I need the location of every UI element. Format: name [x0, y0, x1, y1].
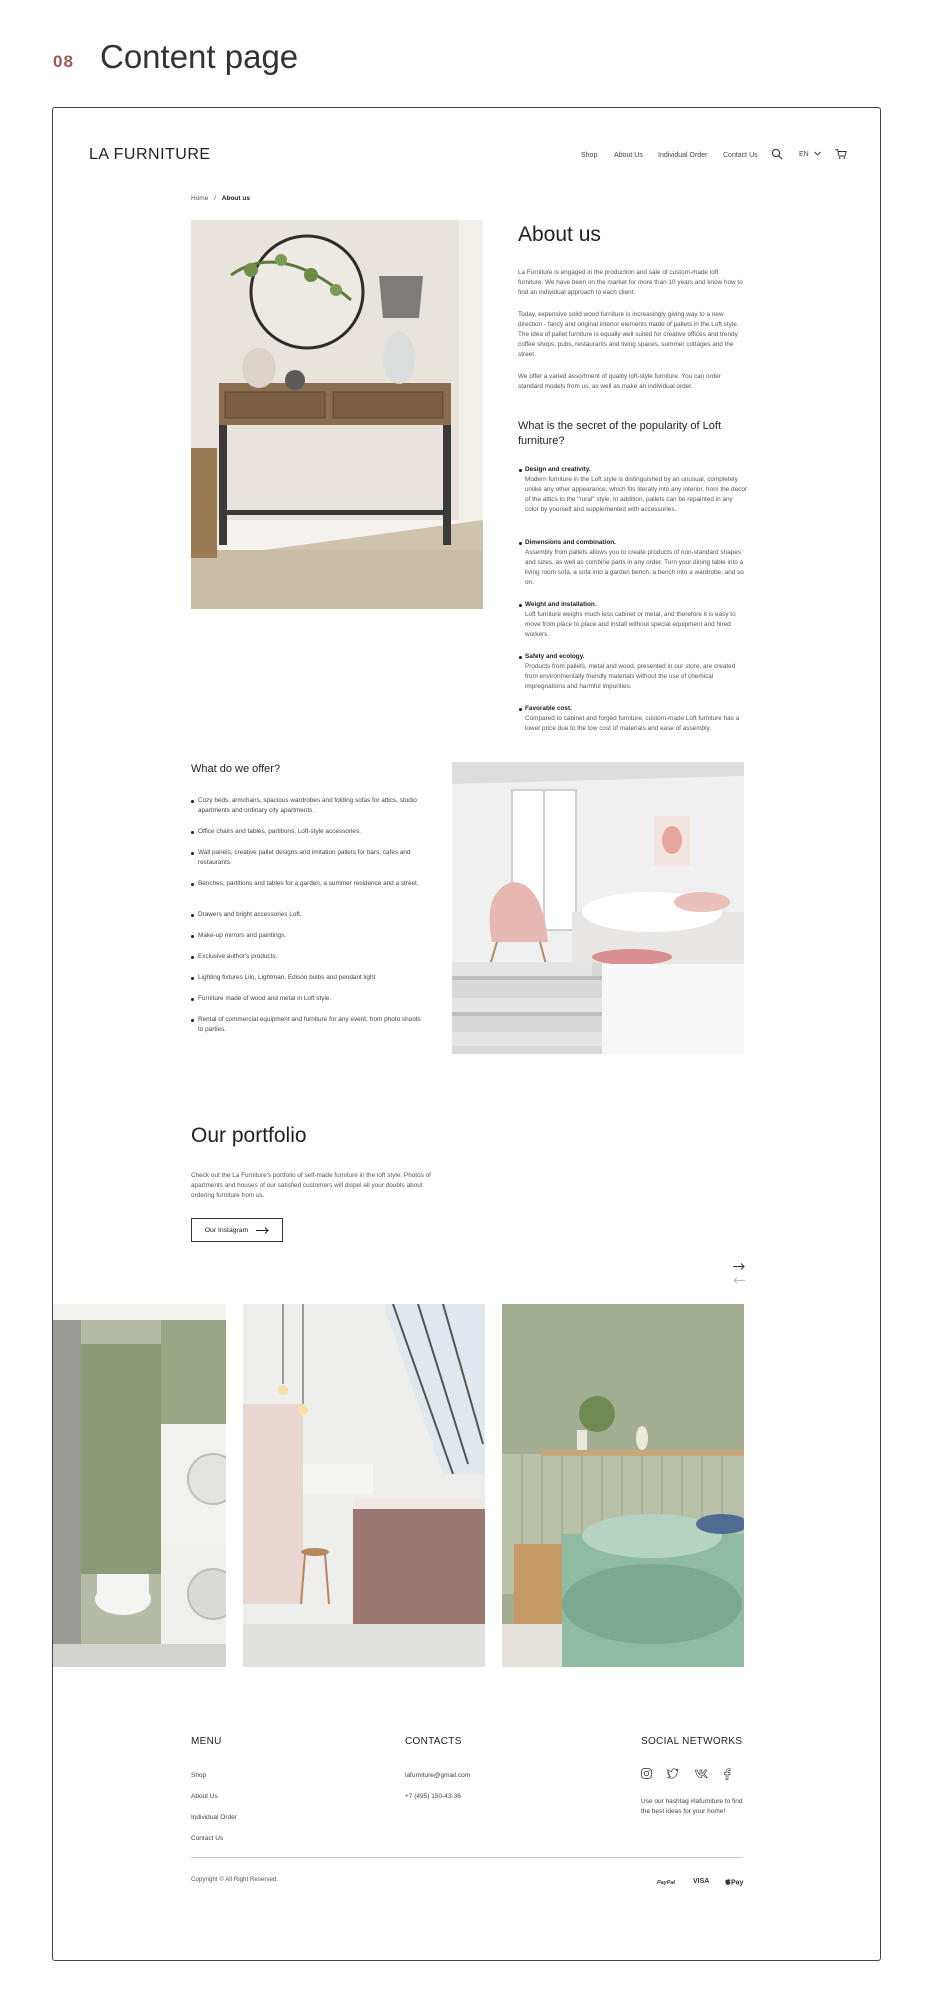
about-paragraph-2: Today, expensive solid wood furniture is increasingly giving way to a new direction - fancy and original interior elements made of pallets in the Loft style. The idea of pallet furniture is equally well suited for creative offices and trendy coffee shops, pubs, restaurants and living spaces, summer cottages and the street. [518, 311, 739, 358]
secret-title-4: Safety and ecology. [525, 653, 585, 660]
instagram-button[interactable]: Our Instagram [191, 1218, 283, 1242]
about-title: About us [518, 223, 601, 246]
footer-menu-title: MENU [191, 1736, 222, 1747]
secret-title-2: Dimensions and combination. [525, 539, 616, 546]
search-icon[interactable] [771, 148, 783, 160]
page-number: 08 [53, 52, 74, 71]
list-item: Exclusive author's products. [191, 952, 423, 962]
secret-title-1: Design and creativity. [525, 466, 591, 473]
arrow-next-icon[interactable] [733, 1263, 745, 1270]
list-item: Lighting fixtures Lilo, Lightman, Edison bulbs and pendant light [191, 973, 423, 983]
copyright: Copyright © All Right Reserved. [191, 1876, 279, 1883]
about-paragraph-3: We offer a varied assortment of quality loft-style furniture. You can order standard models from us, as well as make an individual order. [518, 373, 721, 390]
language-selector[interactable] [799, 151, 821, 158]
secret-text-3: Loft furniture weighs much less cabinet or metal, and therefore it is easy to move from place to place and install without special equipment and hired workers. [525, 611, 736, 638]
list-item: Cozy beds, armchairs, spacious wardrobes and folding sofas for attics, studio apartments and ordinary city apartments. [191, 796, 423, 816]
site-logo[interactable]: LA FURNITURE [89, 146, 211, 163]
list-item: Wall panels, creative pallet designs and imitation pallets for bars, cafes and restaurants. [191, 848, 423, 868]
green-bedroom-image [502, 1304, 744, 1667]
bedroom-image [452, 762, 744, 1054]
nav-shop[interactable]: Shop [581, 152, 598, 159]
arrow-right-icon [256, 1227, 269, 1234]
bullet-dot [519, 469, 522, 472]
list-item: Furniture made of wood and metal in Loft style. [191, 994, 423, 1004]
arrow-prev-icon[interactable] [733, 1277, 745, 1284]
secret-text-5: Compared to cabinet and forged furniture, custom-made Loft furniture has a lower price due to the low cost of materials and ease of assembly. [525, 715, 740, 732]
secret-text-2: Assembly from pallets allows you to create products of non-standard shapes and sizes, as well as combine parts in any order. Turn your dining table into a living room sofa, a sofa into a garden bench, a bench into a wardrobe, and so on. [525, 549, 744, 586]
instagram-icon[interactable] [641, 1768, 652, 1779]
bullet-dot [519, 542, 522, 545]
apple-pay-icon: Pay [725, 1878, 743, 1887]
nav-contact[interactable]: Contact Us [723, 152, 758, 159]
portfolio-text: Check out the La Furniture's portfolio of self-made furniture in the loft style. Photos of apartments and houses of our satisfied customers will dispel all your doubts about ordering furniture from us. [191, 1172, 431, 1199]
footer-social-text: Use our hashtag #lafurniture to find the best ideas for your home! [641, 1798, 743, 1815]
breadcrumb-home[interactable]: Home [191, 195, 209, 202]
list-item: Rental of commercial equipment and furniture for any event, from photo shoots to parties. [191, 1015, 423, 1035]
secret-title: What is the secret of the popularity of Loft furniture? [518, 420, 721, 447]
secret-text-1: Modern furniture in the Loft style is distinguished by an unusual, completely unlike any other appearance, which fits literally into any interior, from the decor of the attics to the "rural" style. In addition, pallets can be repainted in any color by yourself and supplemented with accessories. [525, 476, 748, 513]
footer-link-about[interactable]: About Us [191, 1793, 218, 1800]
paypal-icon: PayPal [657, 1880, 676, 1886]
list-item: Office chairs and tables, partitions, Loft-style accessories. [191, 827, 423, 837]
facebook-icon[interactable] [723, 1768, 731, 1780]
footer-link-contact[interactable]: Contact Us [191, 1835, 224, 1842]
breadcrumb-current: About us [221, 195, 250, 202]
footer-divider [191, 1857, 743, 1858]
breadcrumb: Home / About us [191, 195, 250, 202]
footer-contacts-title: CONTACTS [405, 1736, 462, 1747]
console-table-image [191, 220, 483, 609]
visa-icon: VISA [693, 1878, 710, 1885]
twitter-icon[interactable] [667, 1768, 679, 1779]
bullet-dot [519, 656, 522, 659]
footer-social-title: SOCIAL NETWORKS [641, 1736, 743, 1747]
chevron-down-icon [814, 151, 821, 156]
list-item: Drawers and bright accessories Loft. [191, 910, 423, 920]
language-label: EN [799, 151, 809, 158]
offer-title: What do we offer? [191, 763, 281, 775]
page-label: Content page [100, 38, 299, 75]
secret-title-5: Favorable cost. [525, 705, 572, 712]
footer-phone[interactable]: +7 (495) 150-43-36 [405, 1793, 461, 1800]
nav-about[interactable]: About Us [614, 152, 643, 159]
cart-icon[interactable] [835, 148, 847, 160]
bullet-dot [519, 708, 522, 711]
about-paragraph-1: La Furniture is engaged in the production and sale of custom-made loft furniture. We have been on the market for more than 10 years and know how to find an individual approach to each client. [518, 269, 743, 296]
footer-email[interactable]: lafurniture@gmail.com [405, 1772, 471, 1779]
kitchen-image [243, 1304, 485, 1667]
list-item: Benches, partitions and tables for a garden, a summer residence and a street. [191, 879, 423, 889]
secret-text-4: Products from pallets, metal and wood, presented in our store, are created from environmentally friendly materials without the use of chemical impregnations and harmful impurities. [525, 663, 736, 690]
nav-individual-order[interactable]: Individual Order [658, 152, 708, 159]
website-mockup [52, 107, 881, 1961]
secret-title-3: Weight and installation. [525, 601, 597, 608]
bathroom-image [53, 1304, 226, 1667]
list-item: Make-up mirrors and paintings. [191, 931, 423, 941]
footer-link-shop[interactable]: Shop [191, 1772, 207, 1779]
bullet-dot [519, 604, 522, 607]
portfolio-title: Our portfolio [191, 1124, 307, 1147]
footer-link-individual-order[interactable]: Individual Order [191, 1814, 237, 1821]
vk-icon[interactable] [695, 1769, 708, 1778]
